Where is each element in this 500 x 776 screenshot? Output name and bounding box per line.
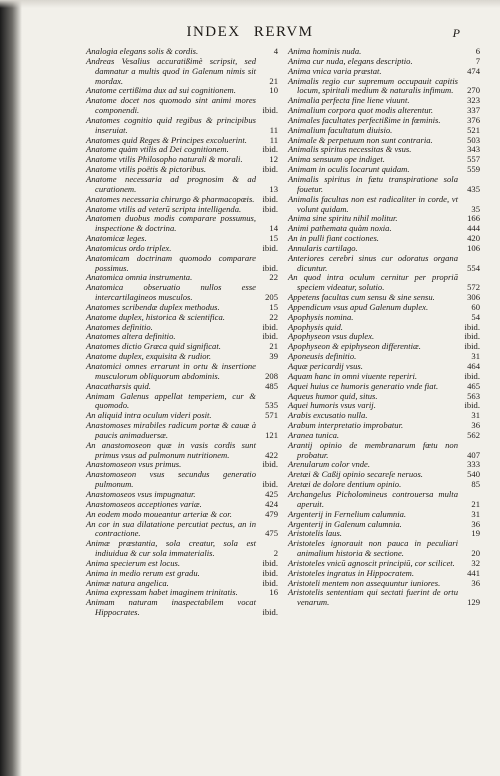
- index-entry-page: 20: [471, 548, 480, 559]
- index-entry-page: 572: [467, 282, 480, 293]
- index-entry-text: Anatomica omnia instrumenta.: [86, 272, 193, 283]
- index-entry-page: 10: [269, 85, 278, 96]
- index-entry-page: 4: [273, 46, 278, 56]
- index-entry: [288, 441, 480, 461]
- index-entry-text: Animale & perpetuum non sunt contraria.: [288, 134, 433, 145]
- index-entry-text: Animam Galenus appellat temperiem, cur & quomodo.: [86, 390, 256, 411]
- index-entry: [86, 520, 278, 540]
- index-entry-text: Anatomes necessaria chirurgo & pharmacopœis.: [86, 193, 255, 204]
- index-entry-page: 13: [269, 183, 278, 194]
- index-entry-page: 425: [265, 488, 278, 499]
- index-entry: [86, 470, 278, 490]
- index-entry-page: 31: [471, 508, 480, 519]
- index-entry-text: Anatome docet nos quomodo sint animi mores componendi.: [86, 95, 256, 116]
- index-entry-text: Aristoteles vnicū agnoscit principiū, cor scilicet.: [288, 557, 455, 568]
- index-entry-page: 559: [467, 164, 480, 175]
- index-entry-page: 36: [471, 577, 480, 588]
- index-entry-text: Arabis excusatio nulla.: [288, 410, 368, 421]
- index-entry-page: 571: [265, 410, 278, 421]
- index-entry-text: Anatome vtilis Philosopho naturali & morali.: [86, 154, 243, 165]
- index-entry-page: 14: [269, 223, 278, 234]
- index-entry-page: ibid.: [464, 331, 480, 342]
- index-entry-text: Animæ natura angelica.: [86, 577, 169, 588]
- index-entry-text: Anatomes dictio Græca quid significat.: [86, 341, 221, 352]
- index-entry: [86, 441, 278, 461]
- index-entry: [86, 116, 278, 136]
- index-column-right: [288, 47, 480, 608]
- index-entry-page: 376: [467, 114, 480, 125]
- index-entry-text: Anima vnica varia præstat.: [288, 65, 382, 76]
- index-entry-page: ibid.: [262, 262, 278, 273]
- index-entry-page: 32: [471, 557, 480, 568]
- index-entry-text: Animalia perfecta fine liene viuunt.: [288, 95, 410, 106]
- index-entry-page: ibid.: [262, 321, 278, 332]
- index-entry: [86, 598, 278, 618]
- index-entry-page: ibid.: [262, 331, 278, 342]
- index-entry-page: 270: [467, 85, 480, 96]
- index-entry-text: Aretæi & Caßij opinio secareſe neruos.: [288, 469, 423, 480]
- index-entry-page: 208: [265, 370, 278, 381]
- index-entry: [86, 392, 278, 412]
- index-entry-text: Aquæ pericardij vsus.: [288, 361, 363, 371]
- index-entry: [86, 175, 278, 195]
- index-entry-page: 2: [273, 548, 278, 559]
- index-entry-page: ibid.: [262, 557, 278, 568]
- binding-shadow: [0, 0, 22, 776]
- index-entry-text: Anastomoseos acceptiones variæ.: [86, 498, 202, 509]
- index-entry-page: 563: [467, 390, 480, 401]
- index-entry-text: Anastomoseos vsus impugnatur.: [86, 488, 196, 499]
- index-entry-page: 407: [467, 449, 480, 460]
- index-entry: [86, 283, 278, 303]
- index-entry-text: Anastomoseon vsus secundus generatio pulmonum.: [86, 469, 256, 490]
- index-entry-text: Anteriores cerebri sinus cur odoratus organa dicuntur.: [288, 252, 458, 273]
- index-entry-page: 12: [269, 154, 278, 165]
- index-entry: [288, 195, 480, 215]
- index-entry-text: Anima in medio rerum est gradu.: [86, 567, 200, 578]
- header-title-index: INDEX: [186, 24, 241, 40]
- index-entry-text: Animalis spiritus necessitas & vsus.: [288, 144, 412, 155]
- index-entry-text: Anatome vtilis poëtis & pictoribus.: [86, 164, 207, 175]
- index-entry-page: ibid.: [262, 459, 278, 470]
- index-entry-page: 22: [269, 311, 278, 322]
- index-entry: [86, 57, 278, 87]
- index-entry: [86, 254, 278, 274]
- index-entry-page: 479: [265, 508, 278, 519]
- index-entry-page: 21: [471, 498, 480, 509]
- index-entry-page: 6: [475, 46, 480, 56]
- index-entry-text: Anatomen duobus modis comparare possumus, inspectione & doctrina.: [86, 213, 256, 234]
- index-entry-text: Animales facultates perfectißime in fœminis.: [288, 114, 441, 125]
- index-entry-text: Analogia elegans solis & cordis.: [86, 46, 199, 56]
- index-entry-text: Anatomes quid Reges & Principes excoluerint.: [86, 134, 247, 145]
- index-entry-page: 475: [265, 528, 278, 539]
- index-entry-text: An quod intra oculum cernitur per propriā speciem videatur, solutio.: [288, 272, 458, 293]
- index-entry-text: Anacatharsis quid.: [86, 380, 151, 391]
- index-entry-text: Aranea tunica.: [288, 429, 340, 440]
- index-entry-page: 557: [467, 154, 480, 165]
- index-entry-page: 60: [471, 301, 480, 312]
- index-entry-page: ibid.: [262, 144, 278, 155]
- index-entry-text: Anastomoseon vsus primus.: [86, 459, 182, 470]
- index-entry-text: Anatomica obseruatio nullos esse intercartilagineos musculos.: [86, 282, 256, 303]
- index-entry-page: ibid.: [262, 577, 278, 588]
- index-entry-text: Aristoteli mentem non assequuntur iuniores.: [288, 577, 441, 588]
- index-entry: [288, 490, 480, 510]
- index-entry-page: 441: [467, 567, 480, 578]
- index-entry-text: Aquei humoris vsus varij.: [288, 400, 376, 411]
- index-entry-page: 7: [475, 55, 480, 66]
- index-entry-page: 343: [467, 144, 480, 155]
- index-entry-text: Aquam hanc in omni viuente reperiri.: [288, 370, 418, 381]
- index-entry-text: Aristoteles ignorauit non pauca in peculiari animalium historia & sectione.: [288, 538, 458, 559]
- index-entry: [288, 77, 480, 97]
- index-entry-text: Anima cur nuda, elegans descriptio.: [288, 55, 413, 66]
- index-entry-text: An eodem modo moueantur arteriæ & cor.: [86, 508, 232, 519]
- index-entry-page: ibid.: [464, 341, 480, 352]
- index-entry-text: Animam in oculis locarunt quidam.: [288, 164, 410, 175]
- index-entry-text: Archangelus Picholomineus controuersa multa aperuit.: [288, 488, 458, 509]
- index-entry-text: Arantij opinio de membranarum fœtu non probatur.: [288, 439, 458, 460]
- index-entry-text: Aristoteles ingratus in Hippocratem.: [288, 567, 415, 578]
- index-entry-text: Animalis facultas non est radicaliter in corde, vt volunt quidam.: [288, 193, 458, 214]
- index-entry: [86, 421, 278, 441]
- index-entry-text: Animam naturam inaspectabilem vocat Hippocrates.: [86, 597, 256, 618]
- index-entry-page: ibid.: [464, 321, 480, 332]
- index-entry-page: 21: [269, 75, 278, 86]
- index-entry: [288, 588, 480, 608]
- index-entry: [288, 175, 480, 195]
- index-entry-page: 420: [467, 233, 480, 244]
- index-entry-page: 31: [471, 410, 480, 421]
- page-header: [0, 24, 500, 41]
- index-entry-text: Anima expressam habet imaginem trinitatis.: [86, 587, 238, 598]
- index-entry: [86, 96, 278, 116]
- index-entry-page: 21: [269, 341, 278, 352]
- index-entry-page: ibid.: [262, 567, 278, 578]
- index-entry-text: Anatomicæ leges.: [86, 233, 147, 244]
- index-entry-text: Anastomoses mirabiles radicum portæ & cauæ à paucis animaduersæ.: [86, 420, 256, 440]
- index-entry-text: Aristotelis sententiam qui sectati fuerint de ortu venarum.: [288, 587, 458, 608]
- index-entry-page: 106: [467, 242, 480, 253]
- index-entry-page: 35: [471, 203, 480, 214]
- index-entry-text: Anatomes cognitio quid regibus & principibus inseruiat.: [86, 114, 256, 135]
- index-entry-page: ibid.: [262, 479, 278, 490]
- index-entry-page: 554: [467, 262, 480, 273]
- index-entry-text: Anatomes definitio.: [86, 321, 153, 332]
- index-entry-page: 121: [265, 429, 278, 440]
- index-entry-page: 535: [265, 400, 278, 411]
- page-top-edge: [0, 0, 500, 8]
- index-entry-page: 129: [467, 597, 480, 608]
- index-entry-text: Apophysis nomina.: [288, 311, 354, 322]
- index-entry-page: 31: [471, 351, 480, 362]
- index-entry-page: 306: [467, 292, 480, 303]
- index-entry-text: Anatome certißima dux ad sui cognitionem.: [86, 85, 236, 96]
- index-entry-page: 36: [471, 420, 480, 431]
- index-entry-text: Animalium corpora quot modis alterentur.: [288, 105, 434, 116]
- index-entry-text: Aquei huius ce humoris generatio vnde fiat.: [288, 380, 439, 391]
- index-entry-text: Annularis cartilago.: [288, 242, 358, 253]
- index-entry: [86, 214, 278, 234]
- index-entry-page: 54: [471, 311, 480, 322]
- index-entry-text: An in pulli fiant coctiones.: [288, 233, 379, 244]
- index-entry-text: Apophyseon & epiphyseon differentiæ.: [288, 341, 421, 352]
- index-entry-text: Anatome quàm vtilis ad Dei cognitionem.: [86, 144, 229, 155]
- index-entry-page: 205: [265, 292, 278, 303]
- index-entry-text: An cor in sua dilatatione percutiat pectus, an in contractione.: [86, 518, 256, 539]
- index-entry-text: An anastomoseon quæ in vasis cordis sunt primus vsus ad pulmonum nutritionem.: [86, 439, 256, 460]
- index-entry-page: 22: [269, 272, 278, 283]
- index-entry-text: Arenularum color vnde.: [288, 459, 371, 470]
- index-entry-text: Animalis regio cur supremum occupauit capitis locum, spiritali medium & naturalis infimum.: [288, 75, 458, 96]
- index-entry-text: Apophyseon vsus duplex.: [288, 331, 375, 342]
- index-entry-text: Aretæi de dolore dentium opinio.: [288, 479, 402, 490]
- index-entry-page: ibid.: [464, 400, 480, 411]
- index-entry-text: Anima hominis nuda.: [288, 46, 362, 56]
- index-entry-page: 422: [265, 449, 278, 460]
- index-entry-text: Animæ præstantia, sola creatur, sola est indiuidua & cur sola immaterialis.: [86, 538, 256, 559]
- index-entry-text: Anima specierum est locus.: [86, 557, 181, 568]
- index-entry-text: Anatome vtilis ad veterū scripta intelligenda.: [86, 203, 242, 214]
- index-entry-page: 465: [467, 380, 480, 391]
- index-entry-text: Arabum interpretatio improbatur.: [288, 420, 404, 431]
- index-entry-text: Anatomicam doctrinam quomodo comparare possimus.: [86, 252, 256, 273]
- index-entry-page: ibid.: [262, 203, 278, 214]
- index-entry-page: 11: [269, 124, 278, 135]
- index-entry-page: ibid.: [262, 242, 278, 253]
- index-entry-text: Aponeusis definitio.: [288, 351, 357, 362]
- index-entry-text: Anatomes scribendæ duplex methodus.: [86, 301, 220, 312]
- index-entry-page: 485: [265, 380, 278, 391]
- index-entry: [288, 254, 480, 274]
- index-entry-text: Anatomes altera definitio.: [86, 331, 176, 342]
- index-entry-text: Anatome duplex, exquisita & rudior.: [86, 351, 212, 362]
- index-entry-page: 333: [467, 459, 480, 470]
- index-entry: [288, 539, 480, 559]
- index-entry-page: 562: [467, 429, 480, 440]
- index-entry: [86, 362, 278, 382]
- index-entry-text: Anatome necessaria ad prognosim & ad curationem.: [86, 173, 256, 194]
- index-entry-page: 15: [269, 233, 278, 244]
- index-entry-page: ibid.: [262, 164, 278, 175]
- index-entry-text: Aristotelis laus.: [288, 528, 342, 539]
- index-entry-text: Anima sine spiritu nihil molitur.: [288, 213, 398, 224]
- index-entry-page: 444: [467, 223, 480, 234]
- index-entry-text: Appendicum vsus apud Galenum duplex.: [288, 301, 429, 312]
- index-column-left: [86, 47, 278, 618]
- index-entry-page: ibid.: [464, 370, 480, 381]
- index-entry-page: 435: [467, 183, 480, 194]
- index-entry-text: Anatomicus ordo triplex.: [86, 242, 172, 253]
- index-entry-text: Aqueus humor quid, situs.: [288, 390, 378, 401]
- index-entry-text: Appetens facultas cum sensu & sine sensu.: [288, 292, 435, 303]
- index-entry-text: Animalium facultatum diuisio.: [288, 124, 393, 135]
- index-entry-text: Apophysis quid.: [288, 321, 343, 332]
- index-entry-page: 464: [467, 361, 480, 371]
- index-entry-text: Andreas Vesalius accuratißimè scripsit, sed damnatur a multis quod in Galenum nimis sit mordax.: [86, 55, 256, 86]
- index-entry: [86, 539, 278, 559]
- index-entry-page: 521: [467, 124, 480, 135]
- header-signature-mark: P: [452, 26, 460, 40]
- index-entry-text: Animi pathemata quàm noxia.: [288, 223, 392, 234]
- index-entry-page: 36: [471, 518, 480, 529]
- index-entry-page: 503: [467, 134, 480, 145]
- index-entry-text: Anatome duplex, historica & scientifica.: [86, 311, 225, 322]
- index-entry-page: 11: [269, 134, 278, 145]
- index-entry-page: 166: [467, 213, 480, 224]
- index-entry-page: 540: [467, 469, 480, 480]
- index-entry-page: 85: [471, 479, 480, 490]
- index-entry: [288, 273, 480, 293]
- index-entry-text: Argenterij in Galenum calumnia.: [288, 518, 402, 529]
- index-entry-page: 15: [269, 301, 278, 312]
- index-entry-page: 16: [269, 587, 278, 598]
- index-entry-text: Animalis spiritus in fætu transpiratione sola fouetur.: [288, 173, 458, 194]
- index-entry-page: 474: [467, 65, 480, 76]
- index-entry-text: Argenterij in Fernelium calumnia.: [288, 508, 407, 519]
- index-entry-page: 424: [265, 498, 278, 509]
- index-entry-page: 323: [467, 95, 480, 106]
- index-entry-text: Anatomici omnes errarunt in ortu & insertione musculorum obliquorum abdominis.: [86, 361, 256, 381]
- header-title-rerum: RERVM: [253, 24, 314, 40]
- index-entry-page: ibid.: [262, 105, 278, 116]
- index-entry-page: 337: [467, 105, 480, 116]
- index-entry-page: 39: [269, 351, 278, 362]
- index-entry-text: Anima sensuum ope indiget.: [288, 154, 385, 165]
- index-entry-page: 19: [471, 528, 480, 539]
- index-entry-page: ibid.: [262, 607, 278, 618]
- index-entry-text: An aliquid intra oculum videri posit.: [86, 410, 212, 421]
- index-entry-page: ibid.: [262, 193, 278, 204]
